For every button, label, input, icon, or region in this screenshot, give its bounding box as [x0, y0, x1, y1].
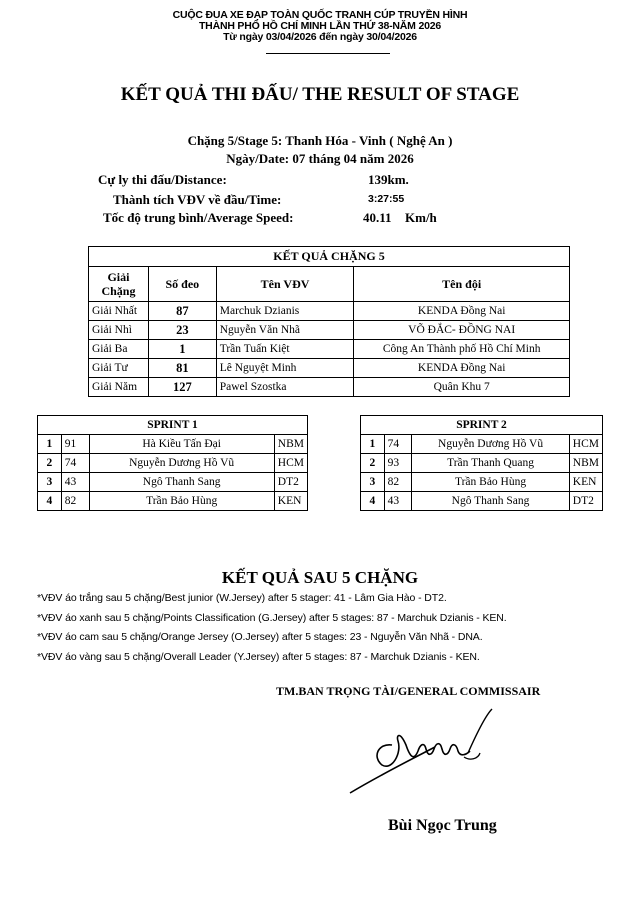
- rider-cell: Lê Nguyệt Minh: [216, 359, 354, 378]
- table-row: [89, 302, 570, 321]
- table-row: [89, 340, 570, 359]
- green-jersey-line: *VĐV áo xanh sau 5 chặng/Points Classification (G.Jersey) after 5 stages: 87 - Marchuk Dzianis - KEN.: [37, 612, 507, 624]
- yellow-jersey-line: *VĐV áo vàng sau 5 chặng/Overall Leader (Y.Jersey) after 5 stages: 87 - Marchuk Dzianis - KEN.: [37, 651, 480, 663]
- distance-value: 139km.: [368, 172, 409, 187]
- header-rider: Tên VĐV: [216, 267, 354, 302]
- bib-cell: 82: [61, 492, 89, 511]
- sprint-2-caption: SPRINT 2: [361, 416, 603, 435]
- team-code-cell: KEN: [274, 492, 307, 511]
- stage-name: Chặng 5/Stage 5: Thanh Hóa - Vinh ( Nghệ An ): [187, 133, 453, 148]
- bib-cell: 81: [148, 359, 216, 378]
- rider-cell: Marchuk Dzianis: [216, 302, 354, 321]
- header-line-3: Từ ngày 03/04/2026 đến ngày 30/04/2026: [223, 31, 417, 43]
- commissaire-role: TM.BAN TRỌNG TÀI/GENERAL COMMISSAIR: [276, 684, 541, 698]
- prize-cell: Giải Nhất: [89, 302, 149, 321]
- team-cell: VÕ ĐẮC- ĐỒNG NAI: [354, 321, 570, 340]
- team-code-cell: HCM: [569, 435, 602, 454]
- bib-cell: 93: [384, 454, 412, 473]
- rider-cell: Nguyễn Dương Hồ Vũ: [89, 454, 274, 473]
- team-cell: Công An Thành phố Hồ Chí Minh: [354, 340, 570, 359]
- header-underline: [266, 53, 390, 54]
- table-row: [89, 359, 570, 378]
- rank-cell: 2: [361, 454, 385, 473]
- speed-label: Tốc độ trung bình/Average Speed:: [103, 210, 294, 225]
- rank-cell: 2: [38, 454, 62, 473]
- rider-cell: Trần Tuấn Kiệt: [216, 340, 354, 359]
- table-row: [361, 492, 603, 511]
- prize-cell: Giải Nhì: [89, 321, 149, 340]
- commissaire-name: Bùi Ngọc Trung: [388, 817, 497, 834]
- team-code-cell: KEN: [569, 473, 602, 492]
- rank-cell: 4: [361, 492, 385, 511]
- rank-cell: 4: [38, 492, 62, 511]
- table-row: [361, 454, 603, 473]
- distance-label: Cự ly thi đấu/Distance:: [98, 172, 227, 187]
- time-label: Thành tích VĐV về đầu/Time:: [113, 192, 282, 207]
- rider-cell: Pawel Szostka: [216, 378, 354, 397]
- time-value: 3:27:55: [368, 193, 405, 205]
- rank-cell: 1: [38, 435, 62, 454]
- team-code-cell: NBM: [274, 435, 307, 454]
- rider-cell: Nguyễn Dương Hồ Vũ: [412, 435, 569, 454]
- header-bib: Số đeo: [148, 267, 216, 302]
- bib-cell: 127: [148, 378, 216, 397]
- sprint-1-table: [37, 415, 308, 511]
- bib-cell: 1: [148, 340, 216, 359]
- signature-drawing: [340, 705, 520, 800]
- bib-cell: 23: [148, 321, 216, 340]
- sprint-1-caption: SPRINT 1: [38, 416, 308, 435]
- team-code-cell: DT2: [274, 473, 307, 492]
- rank-cell: 1: [361, 435, 385, 454]
- rider-cell: Trần Thanh Quang: [412, 454, 569, 473]
- speed-unit: Km/h: [405, 210, 437, 225]
- rider-cell: Hà Kiều Tấn Đại: [89, 435, 274, 454]
- rider-cell: Trần Bảo Hùng: [89, 492, 274, 511]
- table-row: [38, 492, 308, 511]
- table-row: [89, 321, 570, 340]
- speed-value: 40.11: [363, 210, 392, 225]
- white-jersey-line: *VĐV áo trắng sau 5 chặng/Best junior (W.Jersey) after 5 stager: 41 - Lâm Gia Hào - DT2.: [37, 592, 447, 604]
- rider-cell: Ngô Thanh Sang: [89, 473, 274, 492]
- bib-cell: 91: [61, 435, 89, 454]
- team-code-cell: HCM: [274, 454, 307, 473]
- bib-cell: 74: [384, 435, 412, 454]
- rider-cell: Ngô Thanh Sang: [412, 492, 569, 511]
- rider-cell: Trần Bảo Hùng: [412, 473, 569, 492]
- stage-result-caption: KẾT QUẢ CHẶNG 5: [89, 247, 570, 267]
- header-team: Tên đội: [354, 267, 570, 302]
- header-prize: Giải Chặng: [89, 267, 149, 302]
- page-title: KẾT QUẢ THI ĐẤU/ THE RESULT OF STAGE: [120, 84, 520, 105]
- table-row: [361, 435, 603, 454]
- team-cell: KENDA Đồng Nai: [354, 359, 570, 378]
- overall-title: KẾT QUẢ SAU 5 CHẶNG: [221, 568, 419, 587]
- bib-cell: 87: [148, 302, 216, 321]
- team-code-cell: DT2: [569, 492, 602, 511]
- team-code-cell: NBM: [569, 454, 602, 473]
- team-cell: Quân Khu 7: [354, 378, 570, 397]
- table-row: [38, 454, 308, 473]
- bib-cell: 74: [61, 454, 89, 473]
- table-row: [89, 378, 570, 397]
- stage-result-table: [88, 246, 570, 397]
- header-line-1: CUỘC ĐUA XE ĐẠP TOÀN QUỐC TRANH CÚP TRUYỀN HÌNH: [172, 9, 468, 21]
- bib-cell: 43: [61, 473, 89, 492]
- orange-jersey-line: *VĐV áo cam sau 5 chặng/Orange Jersey (O.Jersey) after 5 stages: 23 - Nguyễn Văn Nhã - DNA.: [37, 631, 483, 643]
- header-line-2: THÀNH PHỐ HỒ CHÍ MINH LẦN THỨ 38-NĂM 2026: [198, 20, 442, 32]
- table-row: [38, 435, 308, 454]
- prize-cell: Giải Tư: [89, 359, 149, 378]
- sprint-2-table: [360, 415, 603, 511]
- stage-date: Ngày/Date: 07 tháng 04 năm 2026: [226, 151, 414, 166]
- bib-cell: 43: [384, 492, 412, 511]
- prize-cell: Giải Ba: [89, 340, 149, 359]
- table-row: [361, 473, 603, 492]
- rank-cell: 3: [38, 473, 62, 492]
- table-row: [38, 473, 308, 492]
- prize-cell: Giải Năm: [89, 378, 149, 397]
- rider-cell: Nguyễn Văn Nhã: [216, 321, 354, 340]
- rank-cell: 3: [361, 473, 385, 492]
- bib-cell: 82: [384, 473, 412, 492]
- team-cell: KENDA Đồng Nai: [354, 302, 570, 321]
